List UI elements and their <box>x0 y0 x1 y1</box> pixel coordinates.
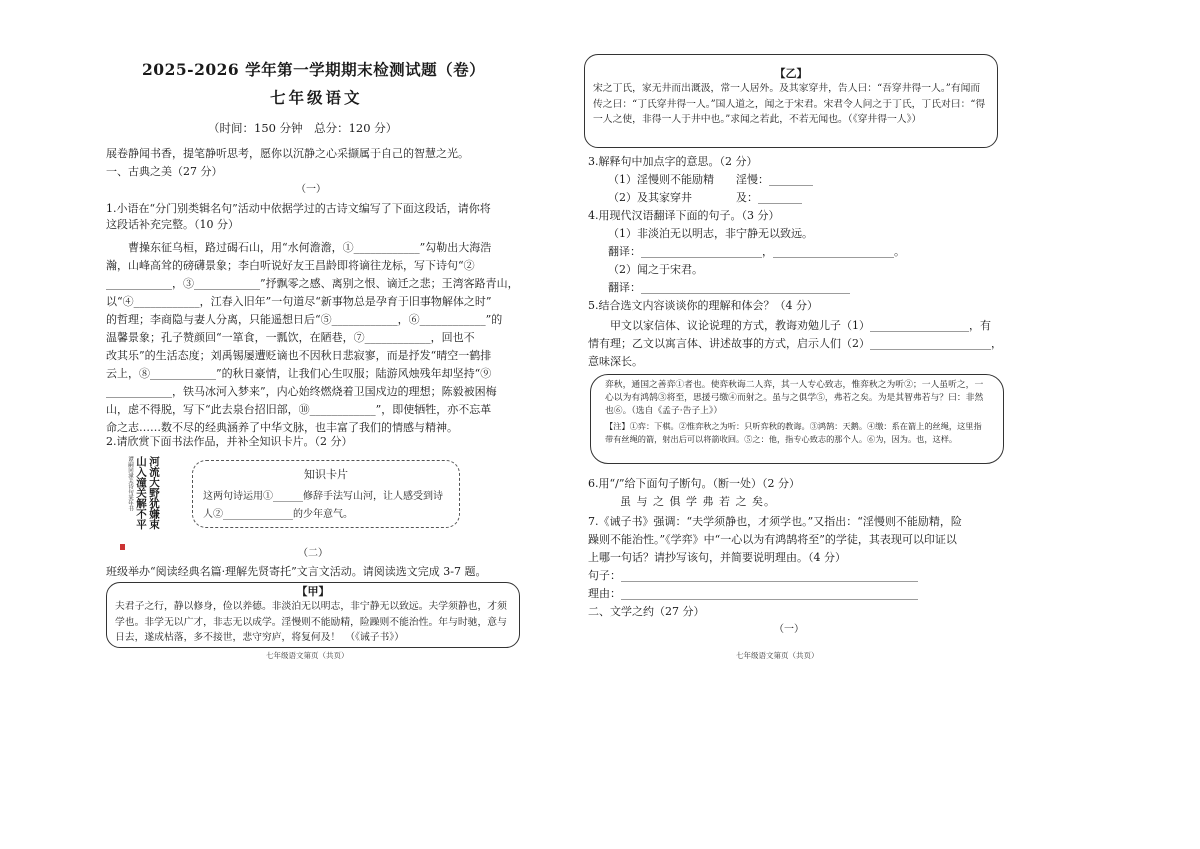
section-1-heading: 一、古典之美（27 分） <box>106 165 223 178</box>
question-7-sentence-field: 句子：______________________________________________________ <box>588 569 918 582</box>
question-6: 6.用“/”给下面句子断句。（断一处）（2 分） <box>588 477 800 490</box>
calligraphy-line: 河流大野犹嫌束 <box>148 456 160 530</box>
page-footer-right: 七年级语文第页（共页） <box>736 651 819 660</box>
passage-jia-text: 夫君子之行，静以修身，俭以养德。非淡泊无以明志，非宁静无以致远。夫学须静也，才须学也。非学无以广才，非志无以成学。淫慢则不能励精，险躁则不能治性。年与时驰，意与日去，遂成枯落，多不接世，悲守穷庐，将复何及！ （《诫子书》） <box>115 601 507 643</box>
part-2-label: （二） <box>298 548 328 559</box>
reading-intro: 班级举办“阅读经典名篇·理解先贤寄托”文言文活动。请阅读选文完成 3-7 题。 <box>106 565 487 578</box>
passage-bing-text: 弈秋，通国之善弈①者也。使弈秋诲二人弈，其一人专心致志，惟弈秋之为听②；一人虽听之，一心以为有鸿鹄③将至，思援弓缴④而射之。虽与之俱学⑤，弗若之矣。为是其智弗若与？曰：非然也⑥。（选自《孟子·告子上》） <box>605 380 984 416</box>
knowledge-card-title: 知识卡片 <box>304 468 348 481</box>
exam-subject: 七年级语文 <box>270 88 363 107</box>
seal-stamp-icon <box>120 544 125 550</box>
passage-jia-heading: 【甲】 <box>296 585 330 598</box>
passage-yi-box <box>584 54 998 148</box>
passage-line: 山，虑不得脱，写下“此去泉台招旧部，⑩____________”，即使牺牲，亦不忘革 <box>106 403 492 416</box>
passage-jia-box <box>106 582 520 648</box>
passage-line: 曹操东征乌桓，路过碣石山，用“水何澹澹，①____________”勾勒出大海浩 <box>106 241 492 254</box>
question-1: 1.小语在“分门别类辑名句”活动中依据学过的古诗文编写了下面这段话，请你将 <box>106 202 491 215</box>
calligraphy-line: 山入潼关解不平 <box>135 456 147 530</box>
section-2-heading: 二、文学之约（27 分） <box>588 605 705 618</box>
exam-title: 2025-2026 学年第一学期期末检测试题（卷） <box>142 60 486 79</box>
question-5-line: 意味深长。 <box>588 355 643 368</box>
passage-line: 命之志……数不尽的经典涵养了中华文脉，也丰富了我们的情感与精神。 <box>106 421 458 434</box>
knowledge-card-line: 人②______________的少年意气。 <box>203 509 353 520</box>
passage-yi-text: 宋之丁氏，家无井而出溉汲，常一人居外。及其家穿井，告人曰：“吾穿井得一人。”有闻而传之曰：“丁氏穿井得一人。”国人道之，闻之于宋君。宋君令人问之于丁氏，丁氏对曰：“得一人之使，非得一人于井中也。”求闻之若此，不若无闻也。（《穿井得一人》） <box>593 83 986 125</box>
passage-line: 云上，⑧____________”的秋日豪情，让我们心生叹服；陆游风烛残年却坚持“⑨ <box>106 367 492 380</box>
question-3-2: （2）及其家穿井 及：________ <box>608 191 802 204</box>
passage-bing-box <box>590 374 1004 464</box>
passage-bing-notes: 【注】①弈：下棋。②惟弈秋之为听：只听弈秋的教诲。③鸿鹄：天鹅。④缴：系在箭上的丝绳，这里指带有丝绳的箭，射出后可以将箭收回。⑤之：他，指专心致志的那个人。⑥为，因为。也，这样。 <box>605 421 982 444</box>
question-7-line: 躁则不能治性。”《学弈》中“一心以为有鸿鹄将至”的学徒，其表现可以印证以 <box>588 533 957 546</box>
question-2: 2.请欣赏下面书法作品，并补全知识卡片。（2 分） <box>106 435 353 448</box>
passage-line: 瀚，山峰高耸的磅礴景象；李白听说好友王昌龄即将谪往龙标，写下诗句“② <box>106 259 475 272</box>
question-4-2-answer: 翻译：______________________________________ <box>608 281 850 294</box>
passage-line: 温馨景象；孔子赞颜回“一箪食，一瓢饮，在陋巷，⑦____________，回也不 <box>106 331 475 344</box>
question-4-1: （1）非淡泊无以明志，非宁静无以致远。 <box>608 227 813 240</box>
passage-line: 改其乐”的生活态度；刘禹锡屡遭贬谪也不因秋日悲寂寥，而是抒发“晴空一鹤排 <box>106 349 492 362</box>
question-5-line: 情有理；乙文以寓言体、讲述故事的方式，启示人们（2）______________________， <box>588 337 1002 350</box>
question-3-1: （1）淫慢则不能励精 淫慢：________ <box>608 173 813 186</box>
part-1-label: （一） <box>296 184 326 195</box>
passage-line: 的哲理；李商隐与妻人分离，只能遥想日后“⑤____________，⑥____________”的 <box>106 313 503 326</box>
question-1-cont: 这段话补充完整。（10 分） <box>106 218 239 231</box>
question-3: 3.解释句中加点字的意思。（2 分） <box>588 155 758 168</box>
question-5: 5.结合选文内容谈谈你的理解和体会？（4 分） <box>588 299 818 312</box>
question-4-1-answer: 翻译：______________________，______________________。 <box>608 245 905 258</box>
intro-text: 展卷静闻书香，提笔静听思考，愿你以沉静之心采撷属于自己的智慧之光。 <box>106 147 469 160</box>
question-4: 4.用现代汉语翻译下面的句子。（3 分） <box>588 209 780 222</box>
question-7-line: 上哪一句话？请抄写该句，并简要说明理由。（4 分） <box>588 551 846 564</box>
question-4-2: （2）闻之于宋君。 <box>608 263 703 276</box>
time-score: （时间：150 分钟 总分：120 分） <box>208 121 398 135</box>
section-2-part-1-label: （一） <box>774 624 804 635</box>
knowledge-card-line: 这两句诗运用①______修辞手法写山河，让人感受到诗 <box>203 491 443 502</box>
question-5-line: 甲文以家信体、议论说理的方式，教诲劝勉儿子（1）__________________，有 <box>588 319 991 332</box>
passage-line: ____________，铁马冰河入梦来”，内心始终燃烧着卫国戍边的理想；陈毅被困梅 <box>106 385 497 398</box>
question-7-reason-field: 理由：______________________________________________________ <box>588 587 918 600</box>
calligraphy-artwork <box>117 456 159 550</box>
question-7: 7.《诫子书》强调：“夫学须静也，才须学也。”又指出：“淫慢则不能励精，险 <box>588 515 962 528</box>
passage-yi-heading: 【乙】 <box>774 67 808 80</box>
calligraphy-signature: 谭嗣同潼关诗句某年书 <box>127 456 133 511</box>
passage-line: ____________，③____________”抒飘零之感、离别之恨、谪迁之悲；王湾客路青山， <box>106 277 519 290</box>
question-6-sentence: 虽 与 之 俱 学 弗 若 之 矣。 <box>620 495 776 508</box>
passage-line: 以“④____________，江春入旧年”一句道尽“新事物总是孕育于旧事物解体之时” <box>106 295 492 308</box>
knowledge-card <box>192 460 460 528</box>
page-footer-left: 七年级语文第页（共页） <box>266 651 349 660</box>
